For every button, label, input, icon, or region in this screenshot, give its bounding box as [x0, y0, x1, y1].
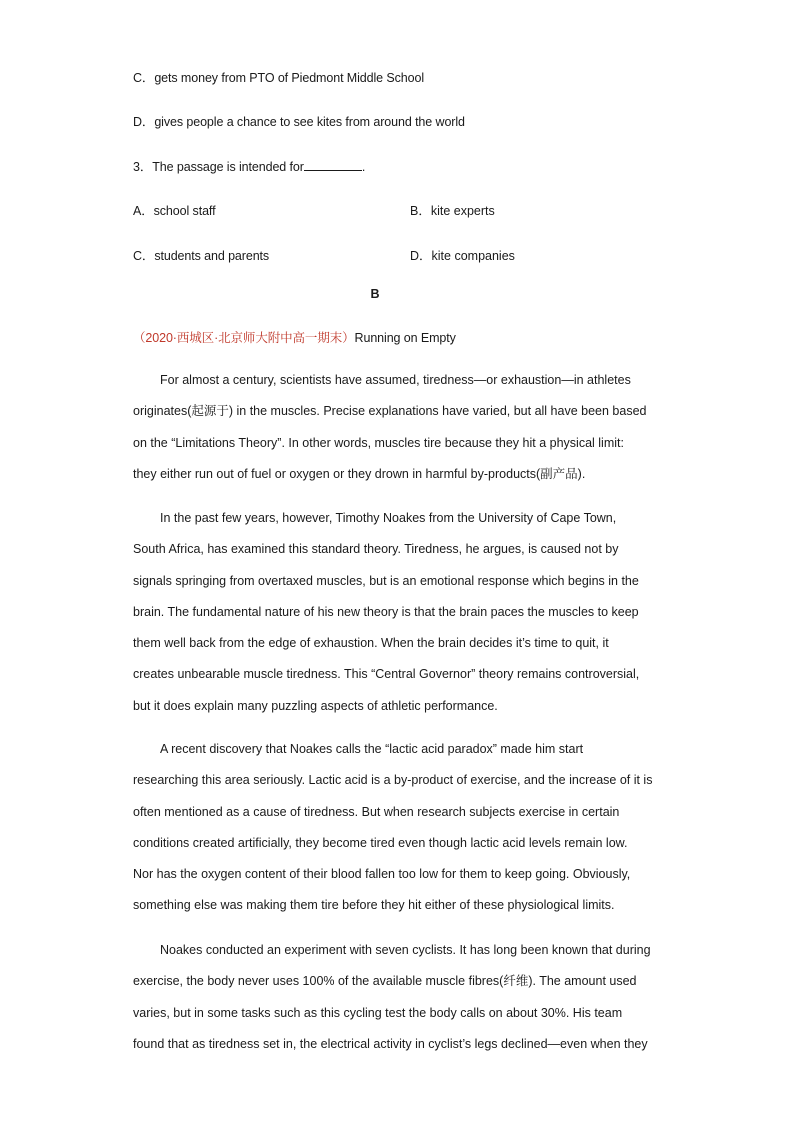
paragraph-line: South Africa, has examined this standard theory. Tiredness, he argues, is caused not by	[133, 542, 619, 557]
passage-heading	[133, 328, 456, 346]
paragraph-1	[133, 365, 663, 490]
paragraph-line: varies, but in some tasks such as this cycling test the body calls on about 30%. His team	[133, 1005, 623, 1020]
paragraph-line: Nor has the oxygen content of their blood fallen too low for them to keep going. Obviously,	[133, 867, 631, 882]
paragraph-line: but it does explain many puzzling aspects of athletic performance.	[133, 698, 498, 713]
paragraph-line: For almost a century, scientists have assumed, tiredness—or exhaustion—in athletes	[160, 373, 631, 387]
paragraph-line: creates unbearable muscle tiredness. This “Central Governor” theory remains controversial,	[133, 667, 640, 682]
paragraph-line: signals springing from overtaxed muscles, but is an emotional response which begins in the	[133, 573, 639, 588]
option-d-prev-question: D．gives people a chance to see kites from around the world	[133, 115, 465, 129]
q3-option-a: A．school staff	[133, 204, 216, 218]
paragraph-line: them well back from the edge of exhaustion. When the brain decides it’s time to quit, it	[133, 636, 609, 651]
q3-option-c: C．students and parents	[133, 249, 270, 263]
passage-title: Running on Empty	[354, 331, 456, 345]
paragraph-line: exercise, the body never uses 100% of the available muscle fibres(纤维). The amount used	[133, 974, 637, 989]
paragraph-line: originates(起源于) in the muscles. Precise explanations have varied, but all have been based	[133, 404, 647, 419]
source-tag: （2020·西城区·北京师大附中高一期末）	[133, 331, 355, 345]
question-3-suffix: .	[361, 160, 366, 174]
answer-blank	[304, 159, 362, 171]
paragraph-4	[133, 935, 663, 1060]
paragraph-line: they either run out of fuel or oxygen or they drown in harmful by-products(副产品).	[133, 466, 586, 481]
option-c-prev-question: C．gets money from PTO of Piedmont Middle School	[133, 71, 425, 85]
paragraph-line: A recent discovery that Noakes calls the “lactic acid paradox” made him start	[160, 742, 584, 756]
paragraph-line: In the past few years, however, Timothy Noakes from the University of Cape Town,	[160, 511, 617, 525]
paragraph-line: something else was making them tire before they hit either of these physiological limits.	[133, 898, 615, 913]
q3-option-b: B．kite experts	[410, 204, 495, 218]
paragraph-2	[133, 503, 663, 722]
paragraph-line: researching this area seriously. Lactic acid is a by-product of exercise, and the increase of it is	[133, 773, 653, 788]
paragraph-line: often mentioned as a cause of tiredness. But when research subjects exercise in certain	[133, 804, 620, 819]
paragraph-line: conditions created artificially, they become tired even though lactic acid levels remain low.	[133, 835, 628, 850]
paragraph-line: brain. The fundamental nature of his new theory is that the brain paces the muscles to keep	[133, 604, 639, 619]
paragraph-line: Noakes conducted an experiment with seven cyclists. It has long been known that during	[160, 943, 651, 957]
question-3-prefix: 3．The passage is intended for	[133, 160, 304, 174]
paragraph-3	[133, 734, 663, 922]
paragraph-line: found that as tiredness set in, the electrical activity in cyclist’s legs declined—even when they	[133, 1036, 648, 1051]
q3-option-d: D．kite companies	[410, 249, 515, 263]
section-label: B	[370, 287, 380, 301]
paragraph-line: on the “Limitations Theory”. In other words, muscles tire because they hit a physical limit:	[133, 435, 624, 450]
question-3-stem	[133, 157, 365, 175]
